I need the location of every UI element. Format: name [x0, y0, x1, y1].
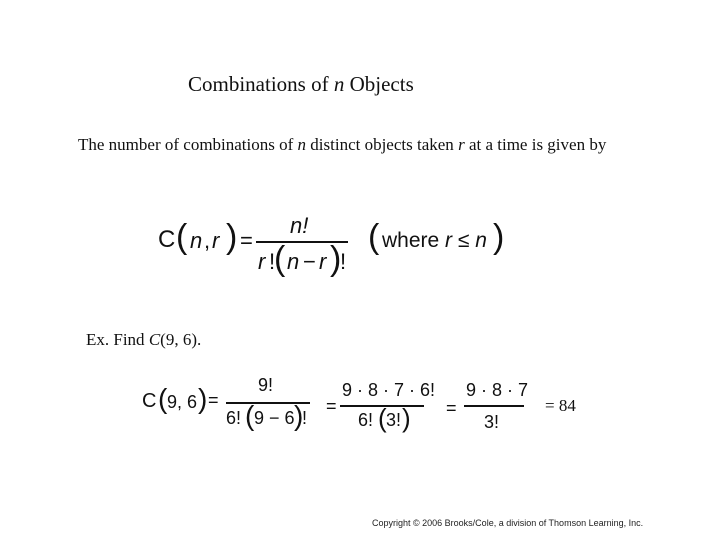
- where-var-r: r: [445, 229, 453, 252]
- formula-open-paren: (: [176, 218, 188, 256]
- where-word: where: [382, 229, 446, 252]
- formula-numerator: n!: [290, 213, 309, 238]
- example-func: C: [142, 390, 157, 412]
- frac2-den-b: 3!: [386, 410, 402, 430]
- frac2-den-a: 6!: [358, 410, 374, 430]
- intro-var-r: r: [458, 135, 465, 154]
- where-var-n: n: [475, 229, 487, 252]
- example-eq1: =: [208, 390, 219, 410]
- frac1-den-bang: !: [302, 408, 308, 428]
- title-prefix: Combinations of: [188, 72, 334, 96]
- intro-paragraph: [78, 132, 648, 158]
- frac1-den-a: 6!: [226, 408, 242, 428]
- example-close-paren: ): [198, 383, 208, 414]
- example-open-paren: (: [158, 383, 168, 414]
- formula-den-r: r: [258, 249, 266, 274]
- example-label-prefix: Ex. Find: [86, 330, 149, 349]
- example-label-func: C: [148, 330, 161, 349]
- frac3-denominator: 3!: [484, 412, 500, 432]
- formula-equals: =: [240, 228, 253, 253]
- example-eq3: =: [446, 398, 457, 418]
- formula-den-close-paren: ): [330, 240, 342, 278]
- formula-den-r2: r: [319, 249, 327, 274]
- example-label-args: (9, 6).: [160, 330, 202, 349]
- example-result: = 84: [545, 396, 576, 415]
- example-label: [86, 330, 201, 350]
- frac3-numerator: 9 · 8 · 7: [466, 380, 529, 400]
- formula-close-paren: ): [226, 218, 238, 256]
- formula-comma: ,: [204, 228, 211, 253]
- frac1-numerator: 9!: [258, 375, 274, 395]
- formula-func: C: [158, 226, 176, 253]
- frac2-numerator: 9 · 8 · 7 · 6!: [342, 380, 436, 400]
- formula-arg-n: n: [190, 228, 203, 253]
- intro-text-3: at a time is given by: [464, 135, 607, 154]
- intro-text-1: The number of combinations of: [78, 135, 298, 154]
- example-args: 9, 6: [167, 392, 198, 412]
- frac1-den-b: 9 − 6: [254, 408, 295, 428]
- frac2-den-close-paren: ): [402, 403, 411, 433]
- copyright-notice: Copyright © 2006 Brooks/Cole, a division of Thomson Learning, Inc.: [372, 518, 644, 528]
- where-close-paren: ): [493, 218, 505, 256]
- frac3-bar: [464, 405, 524, 407]
- formula-arg-r: r: [212, 228, 220, 253]
- where-open-paren: (: [368, 218, 380, 256]
- where-leq: ≤: [452, 229, 476, 252]
- formula-den-bang2: !: [340, 249, 347, 274]
- formula-den-minus: −: [303, 249, 316, 274]
- frac1-den-open-paren: (: [245, 400, 255, 431]
- example-eq2: =: [326, 396, 337, 416]
- formula-den-n: n: [287, 249, 300, 274]
- intro-var-n: n: [297, 135, 307, 154]
- formula-den-open-paren: (: [274, 240, 286, 278]
- slide-title: [188, 72, 414, 97]
- title-var: n: [333, 72, 345, 96]
- formula-den-bang1: !: [269, 249, 276, 274]
- intro-text-2: distinct objects taken: [306, 135, 459, 154]
- frac2-den-open-paren: (: [378, 403, 387, 433]
- frac1-den-close-paren: ): [294, 400, 304, 431]
- where-clause: [382, 229, 487, 253]
- title-suffix: Objects: [344, 72, 414, 96]
